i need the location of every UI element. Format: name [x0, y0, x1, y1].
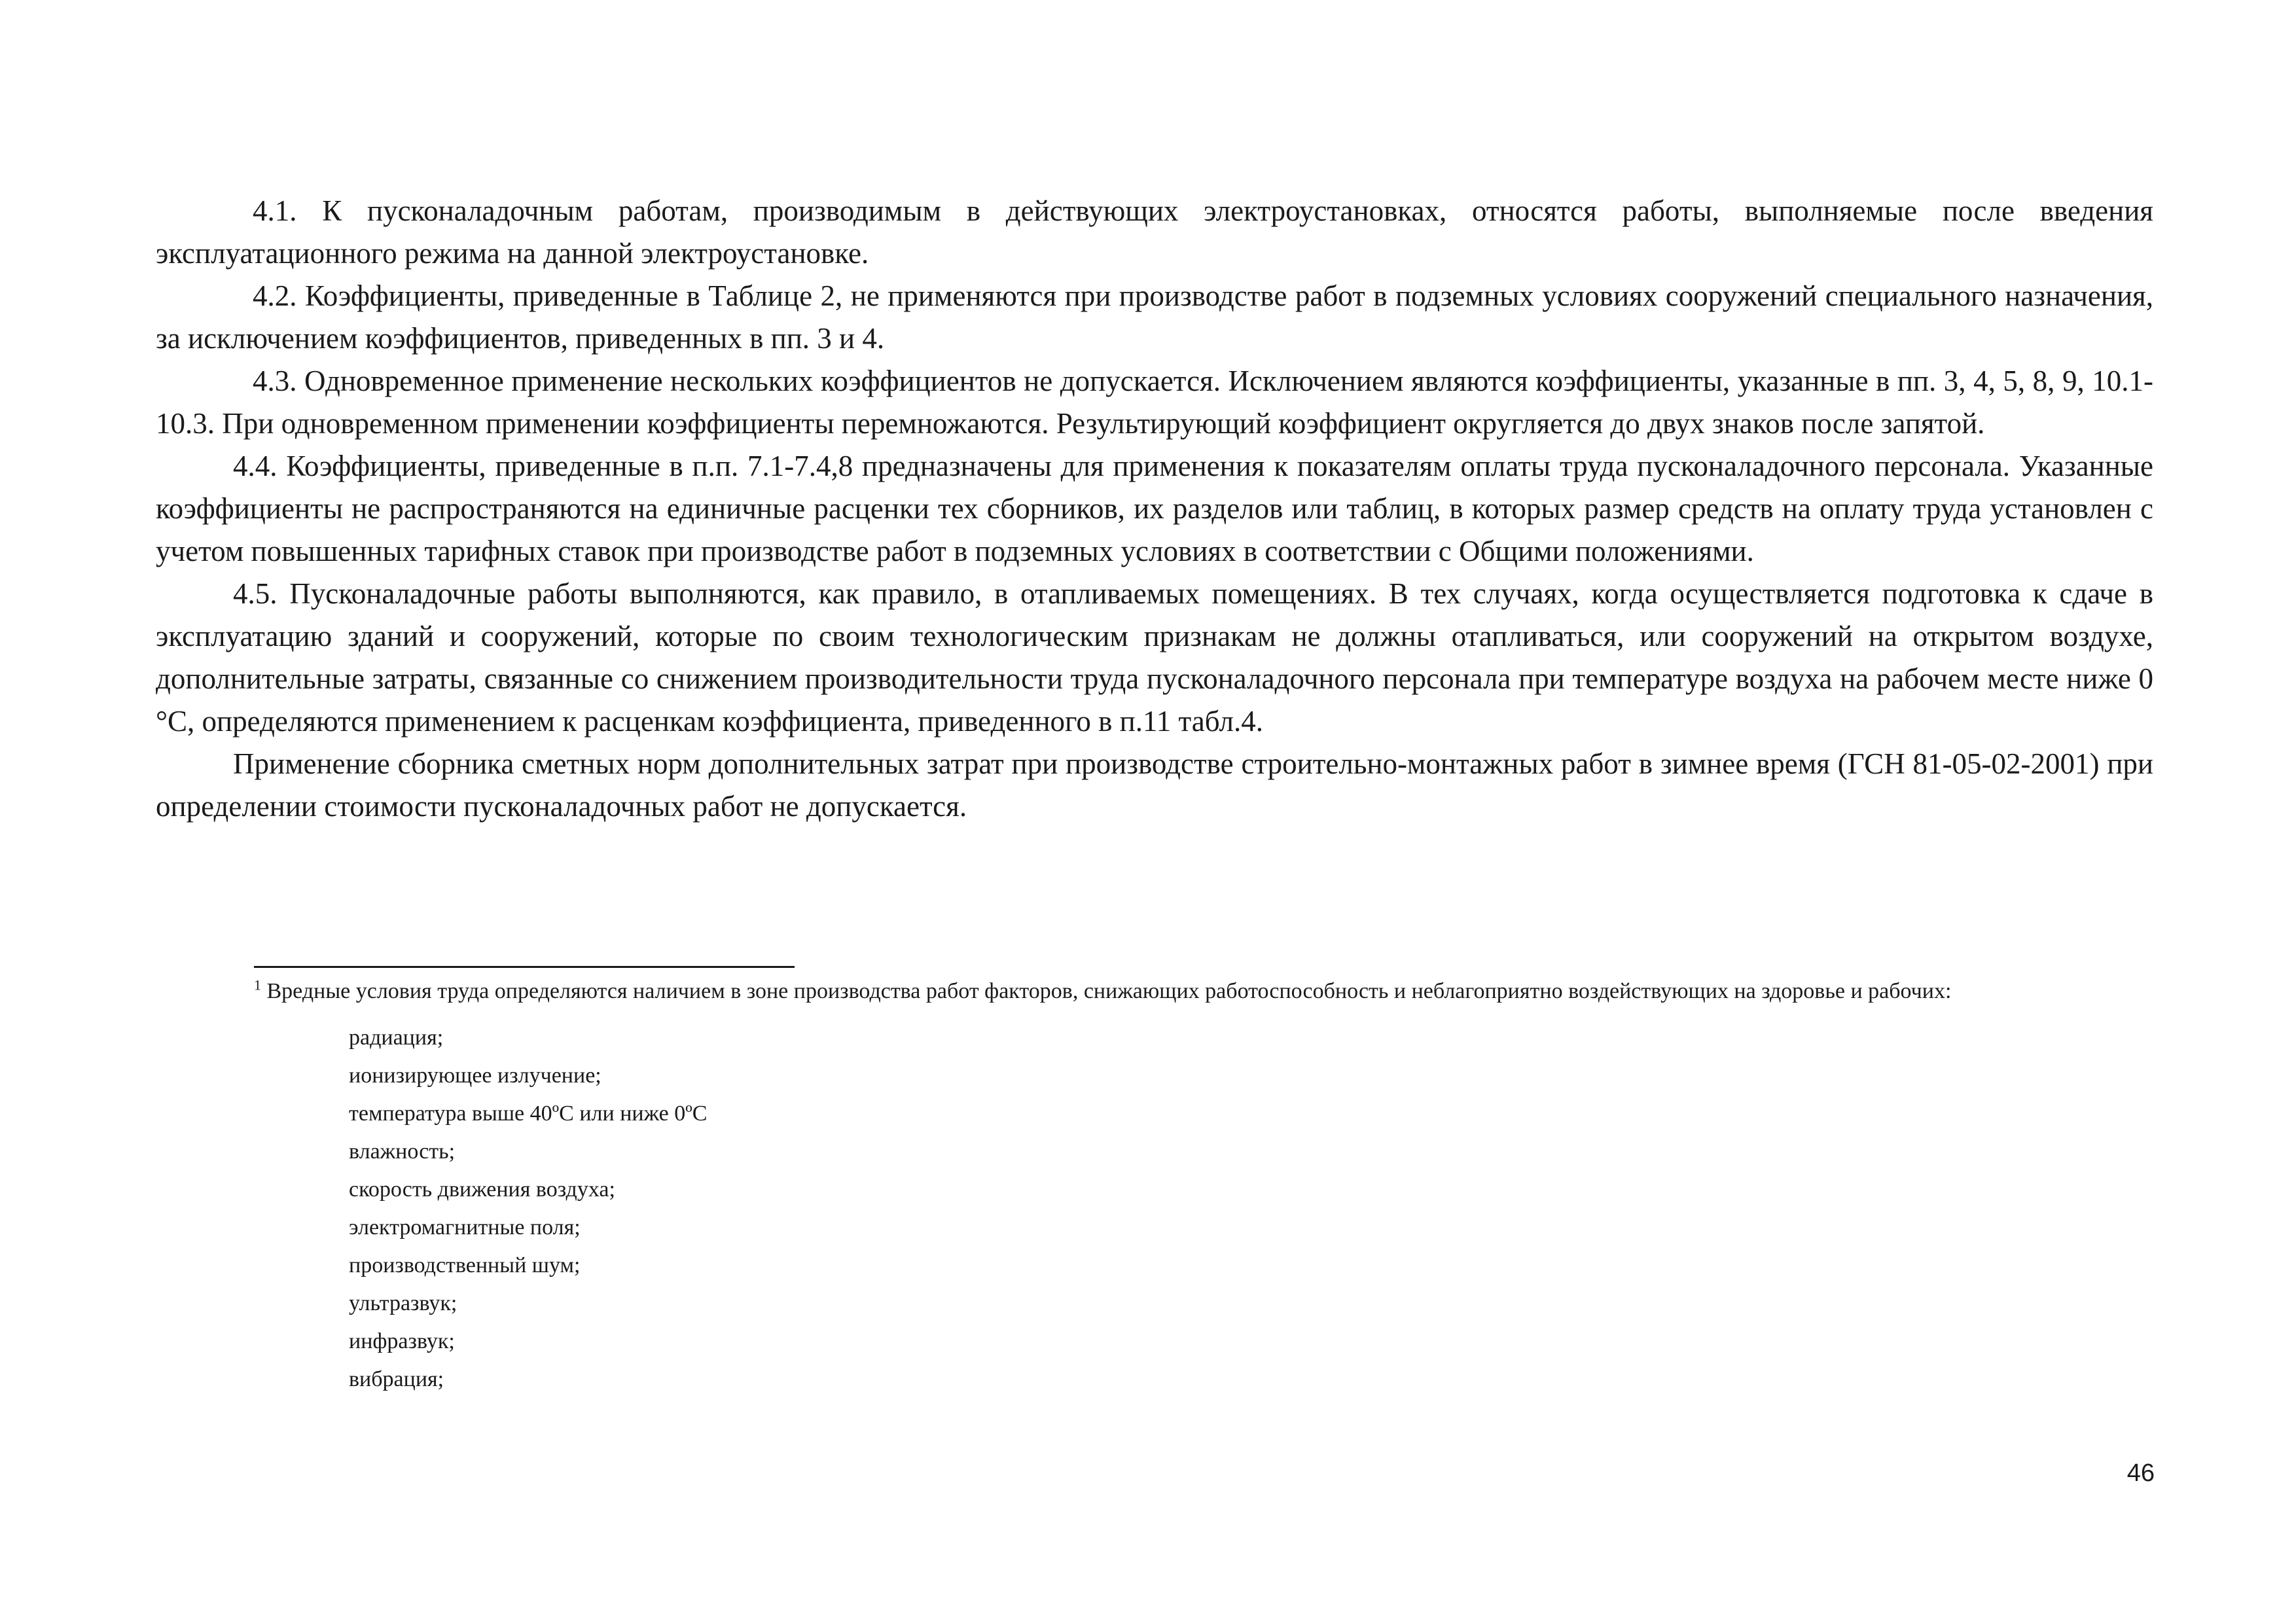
paragraph-4-3: 4.3. Одновременное применение нескольких коэффициентов не допускается. Исключением являются коэффициенты, указанные в пп. 3, 4, 5, 8, 9, 10.1-10.3. При одновременном применении коэффициенты перемножаются. Результирующий коэффициент округляется до двух знаков после запятой.	[156, 365, 2153, 440]
list-item: радиация;	[349, 1026, 444, 1050]
paragraph-4-4: 4.4. Коэффициенты, приведенные в п.п. 7.1-7.4,8 предназначены для применения к показателям оплаты труда пусконаладочного персонала. Указанные коэффициенты не распространяются на единичные расценки тех сборников, их разделов или таблиц, в которых размер средств на оплату труда установлен с учетом повышенных тарифных ставок при производстве работ в подземных условиях в соответствии с Общими положениями.	[156, 450, 2153, 567]
footnote-separator	[254, 966, 795, 968]
list-item: инфразвук;	[349, 1329, 455, 1353]
list-item: электромагнитные поля;	[349, 1215, 581, 1240]
paragraph-4-5: 4.5. Пусконаладочные работы выполняются, как правило, в отапливаемых помещениях. В тех случаях, когда осуществляется подготовка к сдаче в эксплуатацию зданий и сооружений, которые по своим технологическим признакам не должны отапливаться, или сооружений на открытом воздухе, дополнительные затраты, связанные со снижением производительности труда пусконаладочного персонала при температуре воздуха на рабочем месте ниже 0 °С, определяются применением к расценкам коэффициента, приведенного в п.11 табл.4.	[156, 577, 2153, 738]
list-item: ионизирующее излучение;	[349, 1063, 601, 1088]
list-item: вибрация;	[349, 1367, 444, 1391]
list-item: влажность;	[349, 1139, 456, 1164]
list-item: температура выше 40ºС или ниже 0ºС	[349, 1101, 708, 1126]
list-item: скорость движения воздуха;	[349, 1177, 615, 1202]
footnote	[156, 972, 2153, 1399]
main-text	[156, 190, 2153, 828]
footnote-marker: 1	[254, 976, 261, 993]
paragraph-4-1: 4.1. К пусконаладочным работам, производимым в действующих электроустановках, относятся работы, выполняемые после введения эксплуатационного режима на данной электроустановке.	[156, 194, 2153, 270]
footnote-paragraph	[156, 972, 2153, 1010]
harmful-factors-list	[156, 1019, 2153, 1399]
footnote-text: Вредные условия труда определяются наличием в зоне производства работ факторов, снижающих работоспособность и неблагоприятно воздействующих на здоровье и рабочих:	[266, 979, 1952, 1003]
page-number: 46	[2126, 1459, 2155, 1487]
paragraph-4-2: 4.2. Коэффициенты, приведенные в Таблице 2, не применяются при производстве работ в подземных условиях сооружений специального назначения, за исключением коэффициентов, приведенных в пп. 3 и 4.	[156, 279, 2153, 355]
list-item: производственный шум;	[349, 1253, 581, 1277]
paragraph-winter-works: Применение сборника сметных норм дополнительных затрат при производстве строительно-монтажных работ в зимнее время (ГСН 81-05-02-2001) при определении стоимости пусконаладочных работ не допускается.	[156, 747, 2153, 823]
list-item: ультразвук;	[349, 1291, 457, 1315]
